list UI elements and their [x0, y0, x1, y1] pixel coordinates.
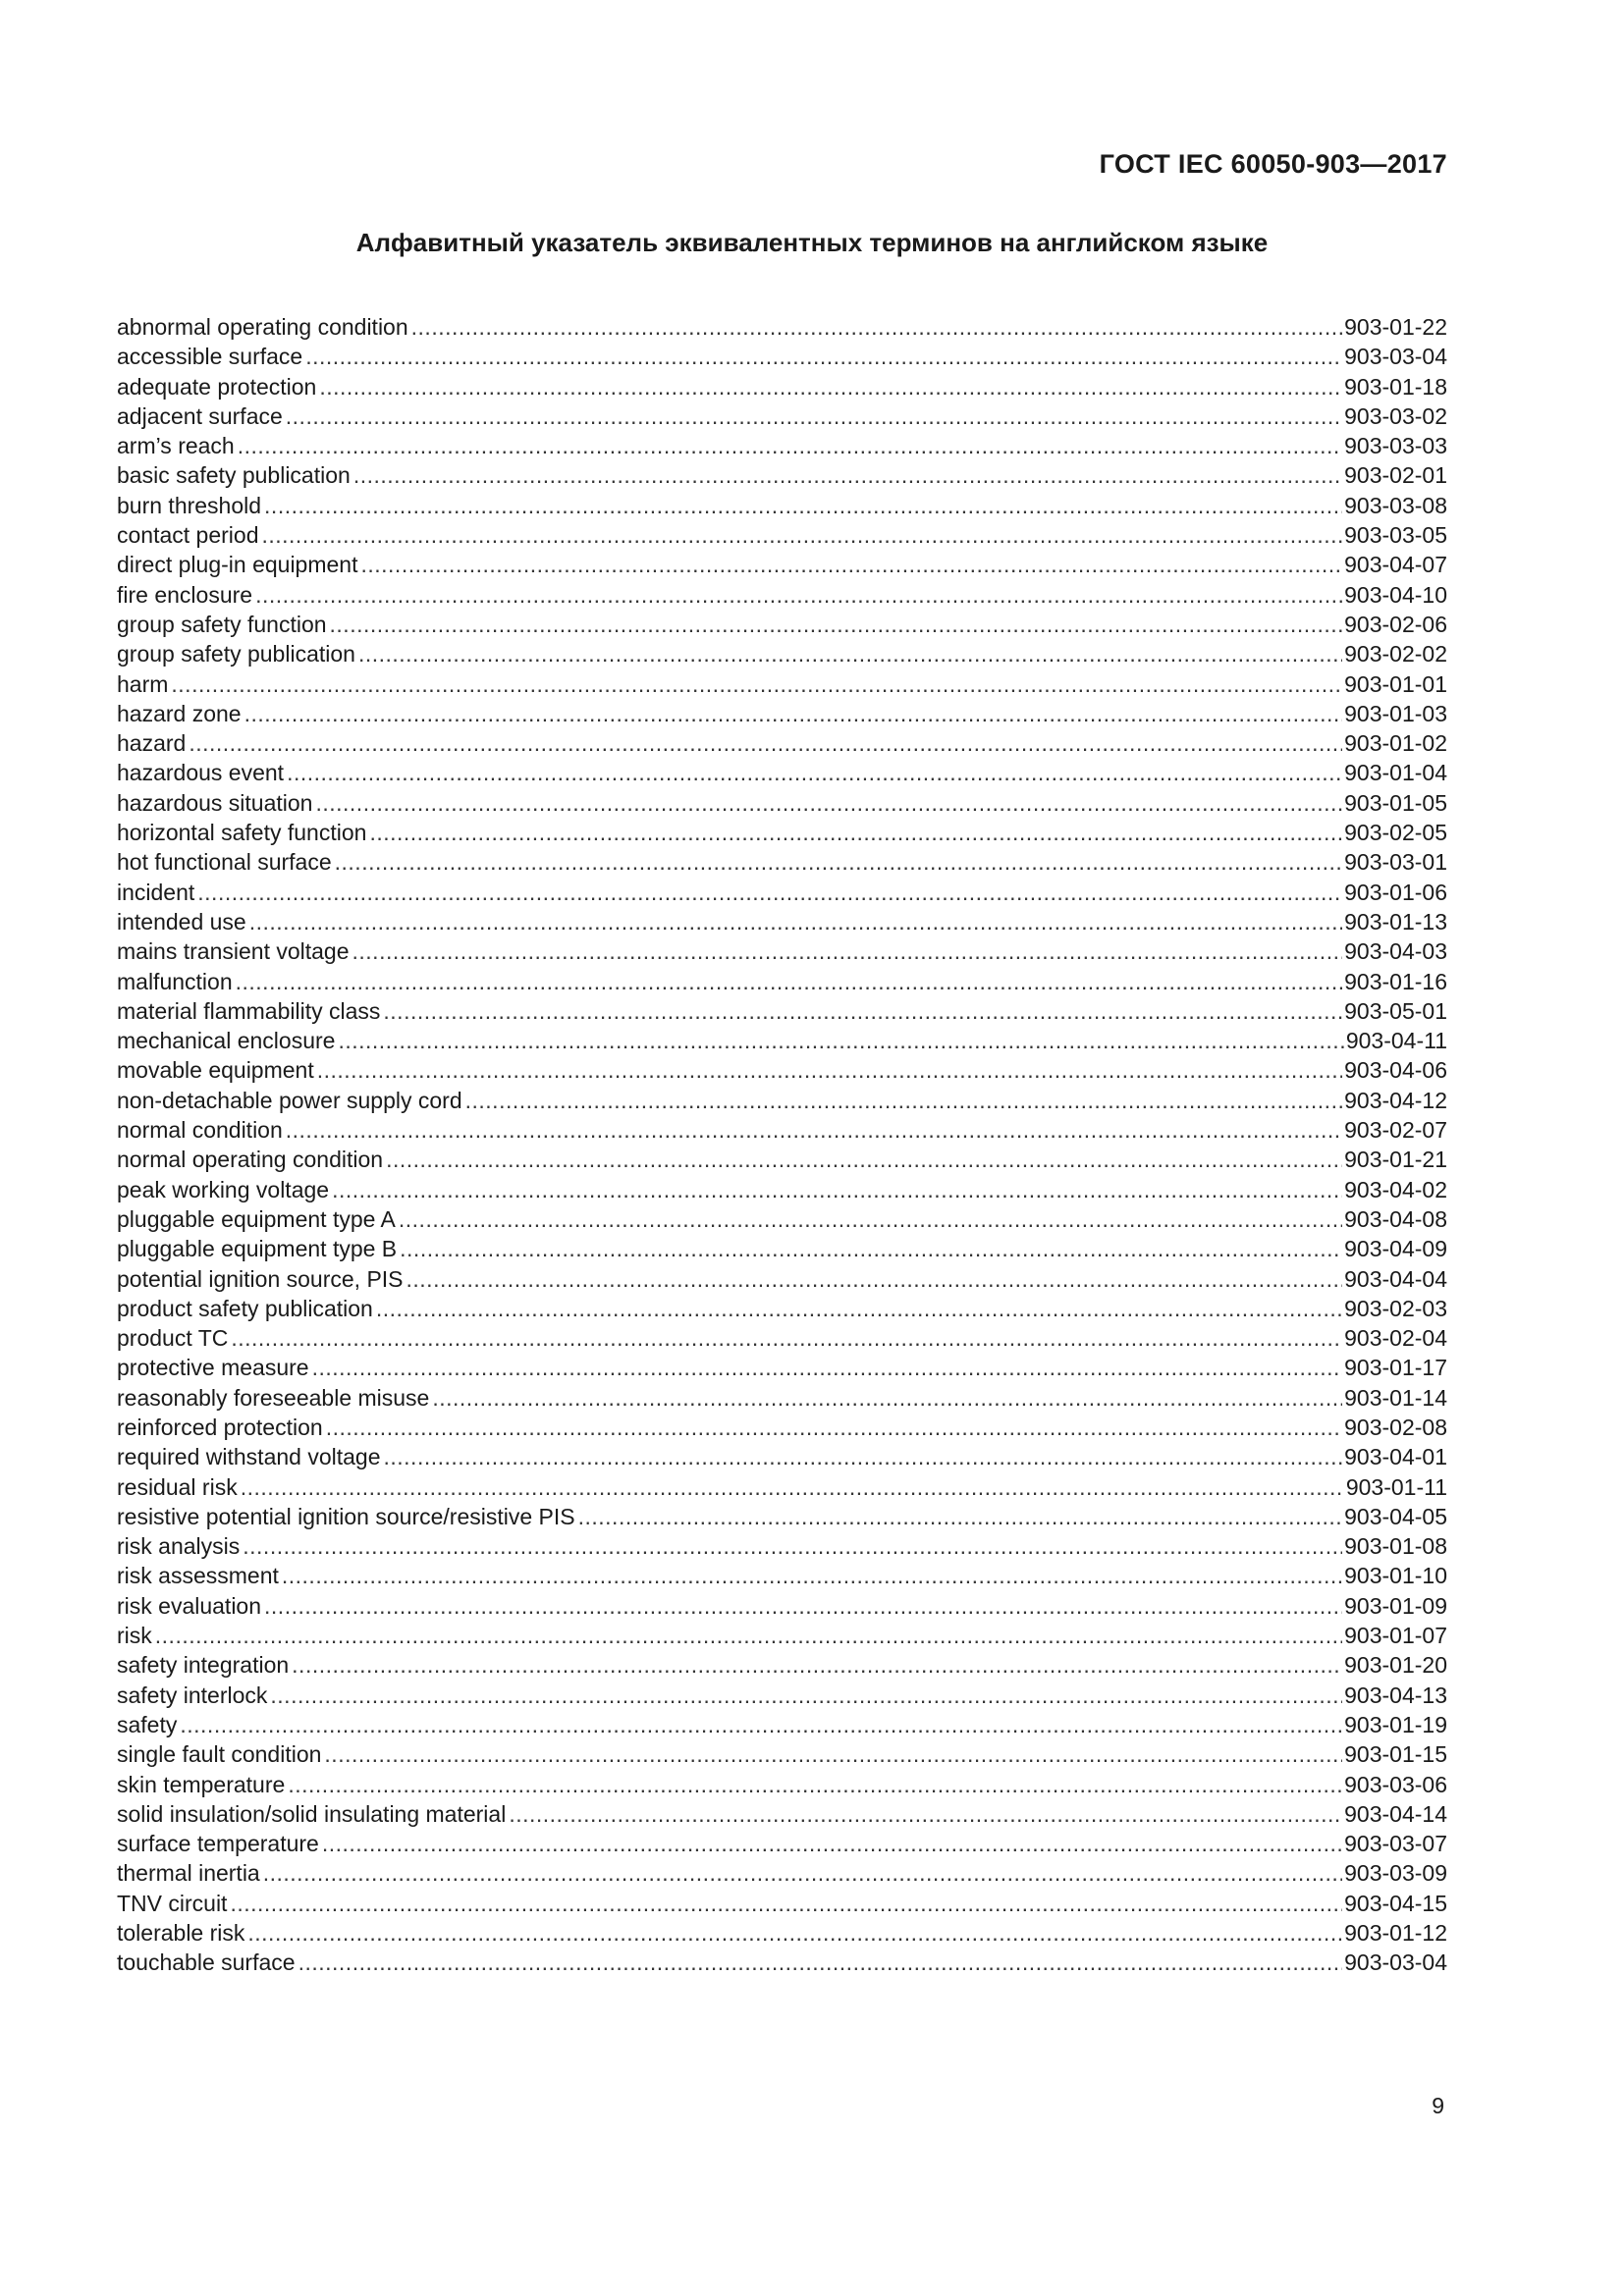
- index-term: abnormal operating condition: [117, 314, 408, 340]
- index-term: hazard zone: [117, 700, 242, 726]
- dot-leader: [155, 1621, 1342, 1650]
- index-term: protective measure: [117, 1355, 309, 1381]
- index-entry: [117, 1175, 1447, 1204]
- index-term: movable equipment: [117, 1057, 314, 1084]
- dot-leader: [312, 1353, 1343, 1382]
- index-term: non-detachable power supply cord: [117, 1087, 462, 1113]
- term-reference-number: 903-01-22: [1344, 314, 1447, 340]
- index-entry: [117, 491, 1447, 520]
- dot-leader: [406, 1264, 1343, 1294]
- term-reference-number: 903-03-03: [1344, 433, 1447, 459]
- dot-leader: [241, 1472, 1344, 1502]
- index-term: contact period: [117, 522, 259, 549]
- index-term: burn threshold: [117, 492, 262, 518]
- term-reference-number: 903-01-07: [1344, 1623, 1447, 1649]
- index-entry: [117, 1055, 1447, 1085]
- term-reference-number: 903-03-02: [1344, 402, 1447, 429]
- term-reference-number: 903-03-05: [1344, 522, 1447, 549]
- index-entry: [117, 1561, 1447, 1590]
- term-reference-number: 903-01-18: [1344, 373, 1447, 400]
- dot-leader: [432, 1383, 1342, 1413]
- term-reference-number: 903-04-07: [1344, 552, 1447, 578]
- index-term: product safety publication: [117, 1295, 373, 1321]
- dot-leader: [243, 1531, 1342, 1561]
- index-entry: [117, 1145, 1447, 1174]
- index-term: tolerable risk: [117, 1920, 245, 1947]
- index-term: single fault condition: [117, 1741, 322, 1768]
- index-term: mechanical enclosure: [117, 1028, 336, 1054]
- index-entry: [117, 967, 1447, 996]
- dot-leader: [261, 520, 1342, 550]
- term-reference-number: 903-04-05: [1344, 1503, 1447, 1529]
- dot-leader: [287, 758, 1342, 787]
- index-term: malfunction: [117, 968, 233, 994]
- dot-leader: [358, 639, 1342, 668]
- term-reference-number: 903-02-02: [1344, 641, 1447, 667]
- term-reference-number: 903-01-04: [1344, 760, 1447, 786]
- dot-leader: [324, 1739, 1342, 1769]
- dot-leader: [330, 610, 1343, 639]
- term-reference-number: 903-05-01: [1344, 997, 1447, 1024]
- index-term: pluggable equipment type A: [117, 1205, 396, 1232]
- index-entry: [117, 1502, 1447, 1531]
- index-term: intended use: [117, 908, 246, 934]
- index-entry: [117, 1948, 1447, 1977]
- dot-leader: [180, 1710, 1342, 1739]
- term-reference-number: 903-04-02: [1344, 1176, 1447, 1202]
- index-term: hazard: [117, 730, 187, 757]
- term-reference-number: 903-04-10: [1344, 581, 1447, 608]
- dot-leader: [249, 907, 1342, 936]
- term-reference-number: 903-04-13: [1344, 1682, 1447, 1708]
- dot-leader: [326, 1413, 1342, 1442]
- dot-leader: [270, 1681, 1342, 1710]
- index-term: TNV circuit: [117, 1890, 228, 1916]
- term-reference-number: 903-03-08: [1344, 492, 1447, 518]
- dot-leader: [305, 342, 1342, 371]
- term-reference-number: 903-04-09: [1344, 1236, 1447, 1262]
- dot-leader: [338, 1026, 1343, 1055]
- index-entry: [117, 758, 1447, 787]
- dot-leader: [322, 1829, 1342, 1858]
- dot-leader: [264, 491, 1342, 520]
- term-reference-number: 903-02-07: [1344, 1117, 1447, 1144]
- term-reference-number: 903-02-08: [1344, 1414, 1447, 1440]
- dot-leader: [231, 1323, 1342, 1353]
- term-index-list: [117, 312, 1447, 1978]
- dot-leader: [315, 788, 1342, 818]
- term-reference-number: 903-01-19: [1344, 1711, 1447, 1737]
- index-term: peak working voltage: [117, 1176, 330, 1202]
- dot-leader: [319, 372, 1342, 401]
- term-reference-number: 903-01-06: [1344, 879, 1447, 905]
- index-entry: [117, 728, 1447, 758]
- index-entry: [117, 1472, 1447, 1502]
- term-reference-number: 903-01-21: [1344, 1147, 1447, 1173]
- dot-leader: [263, 1858, 1342, 1888]
- index-entry: [117, 1026, 1447, 1055]
- index-term: reasonably foreseeable misuse: [117, 1384, 430, 1411]
- document-code: ГОСТ IEC 60050-903—2017: [1099, 149, 1447, 179]
- dot-leader: [383, 996, 1342, 1026]
- dot-leader: [353, 460, 1342, 490]
- index-term: safety interlock: [117, 1682, 268, 1708]
- index-entry: [117, 1681, 1447, 1710]
- index-term: reinforced protection: [117, 1414, 323, 1440]
- index-term: risk evaluation: [117, 1592, 262, 1619]
- index-term: horizontal safety function: [117, 820, 367, 846]
- index-entry: [117, 1621, 1447, 1650]
- index-entry: [117, 1323, 1447, 1353]
- term-reference-number: 903-03-04: [1344, 1949, 1447, 1976]
- index-term: potential ignition source, PIS: [117, 1265, 404, 1292]
- term-reference-number: 903-03-01: [1344, 849, 1447, 876]
- page-number: 9: [1432, 2093, 1444, 2118]
- dot-leader: [335, 847, 1343, 877]
- dot-leader: [578, 1502, 1343, 1531]
- term-reference-number: 903-01-11: [1345, 1473, 1447, 1500]
- index-term: group safety function: [117, 611, 327, 637]
- index-term: touchable surface: [117, 1949, 296, 1976]
- term-reference-number: 903-02-01: [1344, 462, 1447, 489]
- index-term: harm: [117, 670, 169, 697]
- term-reference-number: 903-04-12: [1344, 1087, 1447, 1113]
- index-term: material flammability class: [117, 997, 381, 1024]
- dot-leader: [399, 1204, 1342, 1234]
- index-term: accessible surface: [117, 344, 303, 370]
- dot-leader: [255, 580, 1342, 610]
- term-reference-number: 903-01-01: [1344, 670, 1447, 697]
- index-term: group safety publication: [117, 641, 355, 667]
- term-reference-number: 903-01-14: [1344, 1384, 1447, 1411]
- term-reference-number: 903-03-09: [1344, 1860, 1447, 1887]
- term-reference-number: 903-02-03: [1344, 1295, 1447, 1321]
- index-entry: [117, 1918, 1447, 1948]
- index-term: risk: [117, 1623, 152, 1649]
- dot-leader: [264, 1591, 1342, 1621]
- term-reference-number: 903-04-11: [1345, 1028, 1447, 1054]
- term-reference-number: 903-03-07: [1344, 1831, 1447, 1857]
- index-entry: [117, 1264, 1447, 1294]
- term-reference-number: 903-01-15: [1344, 1741, 1447, 1768]
- index-term: thermal inertia: [117, 1860, 260, 1887]
- index-term: resistive potential ignition source/resistive PIS: [117, 1503, 575, 1529]
- index-term: hazardous situation: [117, 789, 313, 816]
- index-term: normal condition: [117, 1117, 283, 1144]
- index-entry: [117, 580, 1447, 610]
- dot-leader: [244, 699, 1343, 728]
- term-reference-number: 903-02-06: [1344, 611, 1447, 637]
- index-entry: [117, 342, 1447, 371]
- dot-leader: [286, 1115, 1342, 1145]
- index-entry: [117, 1413, 1447, 1442]
- term-reference-number: 903-04-01: [1344, 1444, 1447, 1470]
- index-term: product TC: [117, 1325, 229, 1352]
- index-entry: [117, 1739, 1447, 1769]
- index-entry: [117, 1383, 1447, 1413]
- index-term: arm’s reach: [117, 433, 235, 459]
- index-term: risk analysis: [117, 1533, 241, 1560]
- term-reference-number: 903-02-04: [1344, 1325, 1447, 1352]
- index-entry: [117, 550, 1447, 579]
- dot-leader: [230, 1889, 1342, 1918]
- index-term: solid insulation/solid insulating material: [117, 1800, 507, 1827]
- term-reference-number: 903-01-16: [1344, 968, 1447, 994]
- index-entry: [117, 669, 1447, 699]
- dot-leader: [411, 312, 1342, 342]
- index-entry: [117, 1889, 1447, 1918]
- term-reference-number: 903-01-20: [1344, 1652, 1447, 1679]
- dot-leader: [197, 878, 1342, 907]
- index-entry: [117, 996, 1447, 1026]
- index-term: direct plug-in equipment: [117, 552, 358, 578]
- term-reference-number: 903-01-17: [1344, 1355, 1447, 1381]
- dot-leader: [386, 1145, 1342, 1174]
- term-reference-number: 903-01-02: [1344, 730, 1447, 757]
- index-entry: [117, 1204, 1447, 1234]
- index-entry: [117, 878, 1447, 907]
- index-term: basic safety publication: [117, 462, 351, 489]
- term-reference-number: 903-04-15: [1344, 1890, 1447, 1916]
- term-reference-number: 903-02-05: [1344, 820, 1447, 846]
- term-reference-number: 903-04-04: [1344, 1265, 1447, 1292]
- index-term: adequate protection: [117, 373, 317, 400]
- dot-leader: [292, 1650, 1342, 1680]
- term-reference-number: 903-04-06: [1344, 1057, 1447, 1084]
- index-entry: [117, 1770, 1447, 1799]
- dot-leader: [298, 1948, 1343, 1977]
- index-entry: [117, 788, 1447, 818]
- dot-leader: [400, 1234, 1342, 1263]
- dot-leader: [376, 1294, 1342, 1323]
- index-term: hot functional surface: [117, 849, 332, 876]
- index-term: fire enclosure: [117, 581, 253, 608]
- term-reference-number: 903-01-05: [1344, 789, 1447, 816]
- dot-leader: [171, 669, 1342, 699]
- index-term: pluggable equipment type B: [117, 1236, 398, 1262]
- index-entry: [117, 936, 1447, 966]
- term-reference-number: 903-01-08: [1344, 1533, 1447, 1560]
- index-term: risk assessment: [117, 1563, 279, 1589]
- index-term: mains transient voltage: [117, 938, 350, 965]
- index-entry: [117, 639, 1447, 668]
- index-entry: [117, 1829, 1447, 1858]
- index-entry: [117, 610, 1447, 639]
- index-term: normal operating condition: [117, 1147, 384, 1173]
- dot-leader: [317, 1055, 1342, 1085]
- index-entry: [117, 1799, 1447, 1829]
- index-entry: [117, 372, 1447, 401]
- term-reference-number: 903-01-10: [1344, 1563, 1447, 1589]
- index-entry: [117, 1531, 1447, 1561]
- term-reference-number: 903-04-08: [1344, 1205, 1447, 1232]
- index-term: safety: [117, 1711, 178, 1737]
- index-entry: [117, 401, 1447, 431]
- dot-leader: [236, 967, 1343, 996]
- dot-leader: [288, 1770, 1342, 1799]
- index-entry: [117, 520, 1447, 550]
- dot-leader: [282, 1561, 1342, 1590]
- term-reference-number: 903-01-03: [1344, 700, 1447, 726]
- dot-leader: [247, 1918, 1342, 1948]
- index-entry: [117, 1294, 1447, 1323]
- index-entry: [117, 907, 1447, 936]
- index-entry: [117, 1650, 1447, 1680]
- index-term: required withstand voltage: [117, 1444, 381, 1470]
- dot-leader: [352, 936, 1343, 966]
- index-entry: [117, 1710, 1447, 1739]
- index-term: skin temperature: [117, 1771, 286, 1797]
- index-entry: [117, 1442, 1447, 1471]
- dot-leader: [332, 1175, 1342, 1204]
- term-reference-number: 903-03-04: [1344, 344, 1447, 370]
- dot-leader: [384, 1442, 1343, 1471]
- dot-leader: [369, 818, 1342, 847]
- index-entry: [117, 431, 1447, 460]
- index-entry: [117, 818, 1447, 847]
- index-title: Алфавитный указатель эквивалентных терминов на английском языке: [355, 228, 1269, 257]
- index-entry: [117, 1591, 1447, 1621]
- dot-leader: [509, 1799, 1342, 1829]
- term-reference-number: 903-03-06: [1344, 1771, 1447, 1797]
- index-term: hazardous event: [117, 760, 285, 786]
- index-term: adjacent surface: [117, 402, 283, 429]
- index-entry: [117, 699, 1447, 728]
- index-term: surface temperature: [117, 1831, 319, 1857]
- index-term: safety integration: [117, 1652, 290, 1679]
- index-entry: [117, 1234, 1447, 1263]
- index-entry: [117, 1115, 1447, 1145]
- term-reference-number: 903-01-12: [1344, 1920, 1447, 1947]
- dot-leader: [238, 431, 1342, 460]
- term-reference-number: 903-04-03: [1344, 938, 1447, 965]
- term-reference-number: 903-01-13: [1344, 908, 1447, 934]
- index-entry: [117, 1353, 1447, 1382]
- index-entry: [117, 312, 1447, 342]
- index-term: incident: [117, 879, 195, 905]
- term-reference-number: 903-01-09: [1344, 1592, 1447, 1619]
- index-entry: [117, 1086, 1447, 1115]
- dot-leader: [360, 550, 1342, 579]
- index-entry: [117, 460, 1447, 490]
- index-entry: [117, 847, 1447, 877]
- index-term: residual risk: [117, 1473, 238, 1500]
- dot-leader: [465, 1086, 1343, 1115]
- dot-leader: [189, 728, 1342, 758]
- term-reference-number: 903-04-14: [1344, 1800, 1447, 1827]
- index-entry: [117, 1858, 1447, 1888]
- dot-leader: [286, 401, 1342, 431]
